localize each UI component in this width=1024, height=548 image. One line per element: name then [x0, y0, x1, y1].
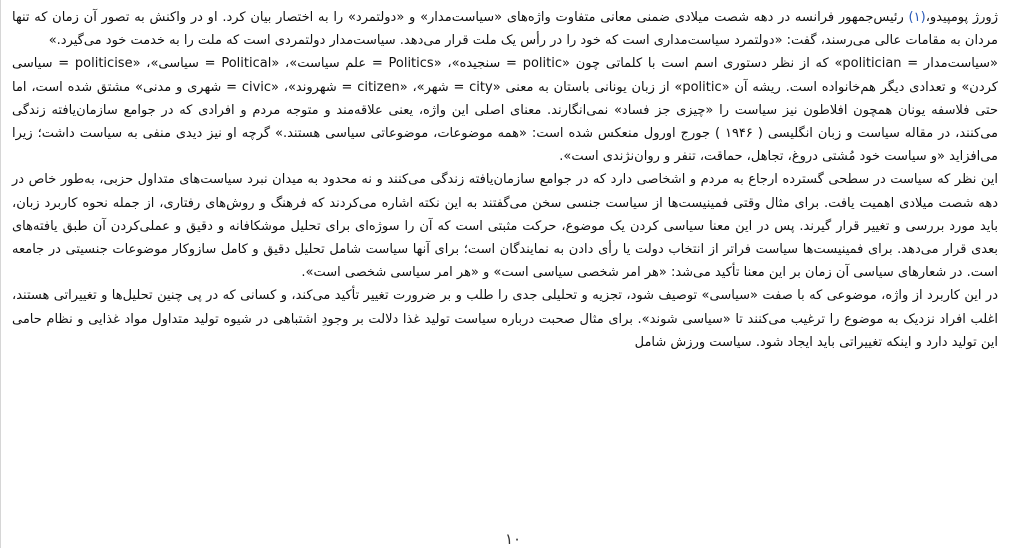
paragraph-1-rest: رئیس‌جمهور فرانسه در دهه شصت میلادی ضمنی معانی متفاوت واژه‌های «سیاست‌مدار» و «دولتمرد» را به اختصار بیان کرد. او در واکنش به تصور آن زمان که تنها مردان به مقامات عالی می‌رسند، گفت: «دولتمرد سیاست‌مداری است که خود را در رأس یک ملت قرار می‌دهد. سیاست‌مدار دولتمردی است که ملت را به خدمت خود می‌گیرد.» [12, 10, 998, 49]
footnote-reference-link[interactable]: (۱) [908, 10, 926, 25]
paragraph-1-lead: ژورژ پومپیدو، [925, 10, 998, 25]
paragraph-3: این نظر که سیاست در سطحی گسترده ارجاع به مردم و اشخاصی دارد که در جوامع سازمان‌یافته زندگی می‌کنند و نه محدود به میدان نبرد سیاست‌های متداول حزبی، به‌طور خاص در دهه شصت میلادی اهمیت یافت. برای مثال وقتی فمینیست‌ها از سیاست جنسی سخن می‌گفتند به این نکته اشاره می‌کردند که فرهنگ و روش‌های رفتاری، از جمله نحوه کاربرد زبان، باید مورد بررسی و تغییر قرار گیرند. پس در این معنا سیاسی کردن یک موضوع، حرکت مثبتی است که آن را سوژه‌ای برای تحلیل موشکافانه و دقیق و عملی‌کردن آن طبق یافته‌های بعدی قرار می‌دهد. برای فمینیست‌ها سیاست فراتر از انتخاب دولت یا رأی دادن به نمایندگان است؛ برای آنها سیاست شامل تحلیل دقیق و کامل سازوکار موضوعات جنسیتی در جامعه است. در شعارهای سیاسی آن زمان بر این معنا تأکید می‌شد: «هر امر شخصی سیاسی است» و «هر امر سیاسی شخصی است». [12, 172, 998, 281]
paragraph-1 [12, 6, 998, 52]
body-text [12, 6, 998, 354]
page-number: ۱۰ [504, 530, 522, 548]
paragraph-2: «سیاست‌مدار = politician» که از نظر دستوری اسم است با کلماتی چون «politic = سنجیده»، «Politics = علم سیاست»، «Political = سیاسی»، «politicise = سیاسی کردن» و تعدادی دیگر هم‌خانواده است. ریشه آن «politic» از زبان یونانی باستان به معنی «city = شهر»، «citizen = شهروند»، «civic = شهری و مدنی» مشتق شده است، اما حتی فلاسفه یونان همچون افلاطون نیز سیاست را «چیزی جز فساد» نمی‌انگارند. معنای اصلی این واژه، یعنی علاقه‌مند و متوجه مردم و افرادی که در جوامع سازمان‌یافته زندگی می‌کنند، در مقاله سیاست و زبان انگلیسی ( ۱۹۴۶ ) جورج اورول منعکس شده است: «همه موضوعات، موضوعاتی سیاسی هستند.» گرچه او نیز دیدی منفی به سیاست داشت؛ زیرا می‌افزاید «و سیاست خود مُشتی دروغ، تجاهل، حماقت، تنفر و روان‌نژندی است». [12, 56, 999, 165]
paragraph-4: در این کاربرد از واژه، موضوعی که با صفت «سیاسی» توصیف شود، تجزیه و تحلیلی جدی را طلب و بر ضرورت تغییر تأکید می‌کند، و کسانی که در پی چنین تحلیل‌ها و تغییراتی هستند، اغلب افراد نزدیک به موضوع را ترغیب می‌کنند تا «سیاسی شوند». برای مثال صحبت درباره سیاست تولید غذا دلالت بر وجودِ اشتباهی در شیوه تولید متداول مواد غذایی و نظام حامی این تولید دارد و اینکه تغییراتی باید ایجاد شود. سیاست ورزش شامل [12, 288, 998, 350]
